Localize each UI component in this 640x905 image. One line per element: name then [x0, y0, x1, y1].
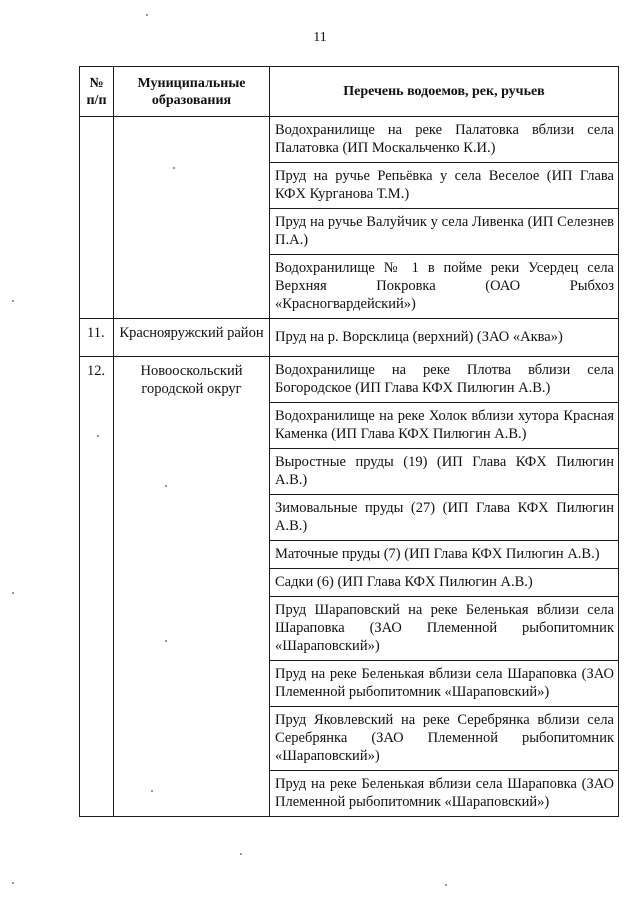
scan-speck	[165, 640, 167, 642]
scan-speck	[165, 485, 167, 487]
scan-speck	[12, 882, 14, 884]
table-row	[80, 357, 619, 403]
row-number	[80, 117, 114, 319]
header-waterbodies: Перечень водоемов, рек, ручьев	[270, 67, 619, 117]
waterbody-entry: Водохранилище на реке Палатовка вблизи села Палатовка (ИП Москальченко К.И.)	[270, 117, 619, 163]
table-header-row	[80, 67, 619, 117]
waterbody-entry: Садки (6) (ИП Глава КФХ Пилюгин А.В.)	[270, 569, 619, 597]
waterbody-entry: Выростные пруды (19) (ИП Глава КФХ Пилюгин А.В.)	[270, 449, 619, 495]
header-municipality: Муниципальные образования	[114, 67, 270, 117]
municipality-name: Новооскольский городской округ	[114, 357, 270, 817]
waterbody-entry: Водохранилище на реке Холок вблизи хутора Красная Каменка (ИП Глава КФХ Пилюгин А.В.)	[270, 403, 619, 449]
waterbody-entry: Пруд на ручье Валуйчик у села Ливенка (ИП Селезнев П.А.)	[270, 209, 619, 255]
scan-speck	[445, 884, 447, 886]
waterbody-entry: Зимовальные пруды (27) (ИП Глава КФХ Пилюгин А.В.)	[270, 495, 619, 541]
waterbodies-table	[79, 66, 619, 817]
scan-speck	[146, 14, 148, 16]
page-number: 11	[313, 30, 327, 45]
municipality-name: Краснояружский район	[114, 319, 270, 357]
header-number: № п/п	[80, 67, 114, 117]
scan-speck	[12, 300, 14, 302]
scan-speck	[151, 790, 153, 792]
scan-speck	[12, 592, 14, 594]
table-row	[80, 319, 619, 357]
scan-speck	[97, 435, 99, 437]
waterbody-entry: Пруд Шараповский на реке Беленькая вблизи села Шараповка (ЗАО Племенной рыбопитомник «Шараповский»)	[270, 597, 619, 661]
waterbody-entry: Пруд на реке Беленькая вблизи села Шараповка (ЗАО Племенной рыбопитомник «Шараповский»)	[270, 661, 619, 707]
waterbody-entry: Водохранилище на реке Плотва вблизи села Богородское (ИП Глава КФХ Пилюгин А.В.)	[270, 357, 619, 403]
scan-speck	[240, 853, 242, 855]
table-row	[80, 117, 619, 163]
waterbody-entry: Пруд Яковлевский на реке Серебрянка вблизи села Серебрянка (ЗАО Племенной рыбопитомник «Шараповский»)	[270, 707, 619, 771]
scan-speck	[173, 167, 175, 169]
municipality-name	[114, 117, 270, 319]
waterbody-entry: Пруд на р. Ворсклица (верхний) (ЗАО «Аква»)	[270, 319, 619, 357]
row-number: 12.	[80, 357, 114, 817]
waterbody-entry: Маточные пруды (7) (ИП Глава КФХ Пилюгин А.В.)	[270, 541, 619, 569]
waterbody-entry: Пруд на ручье Репьёвка у села Веселое (ИП Глава КФХ Курганова Т.М.)	[270, 163, 619, 209]
table-body	[80, 117, 619, 817]
waterbody-entry: Водохранилище № 1 в пойме реки Усердец села Верхняя Покровка (ОАО Рыбхоз «Красногвардейский»)	[270, 255, 619, 319]
row-number: 11.	[80, 319, 114, 357]
waterbody-entry: Пруд на реке Беленькая вблизи села Шараповка (ЗАО Племенной рыбопитомник «Шараповский»)	[270, 771, 619, 817]
